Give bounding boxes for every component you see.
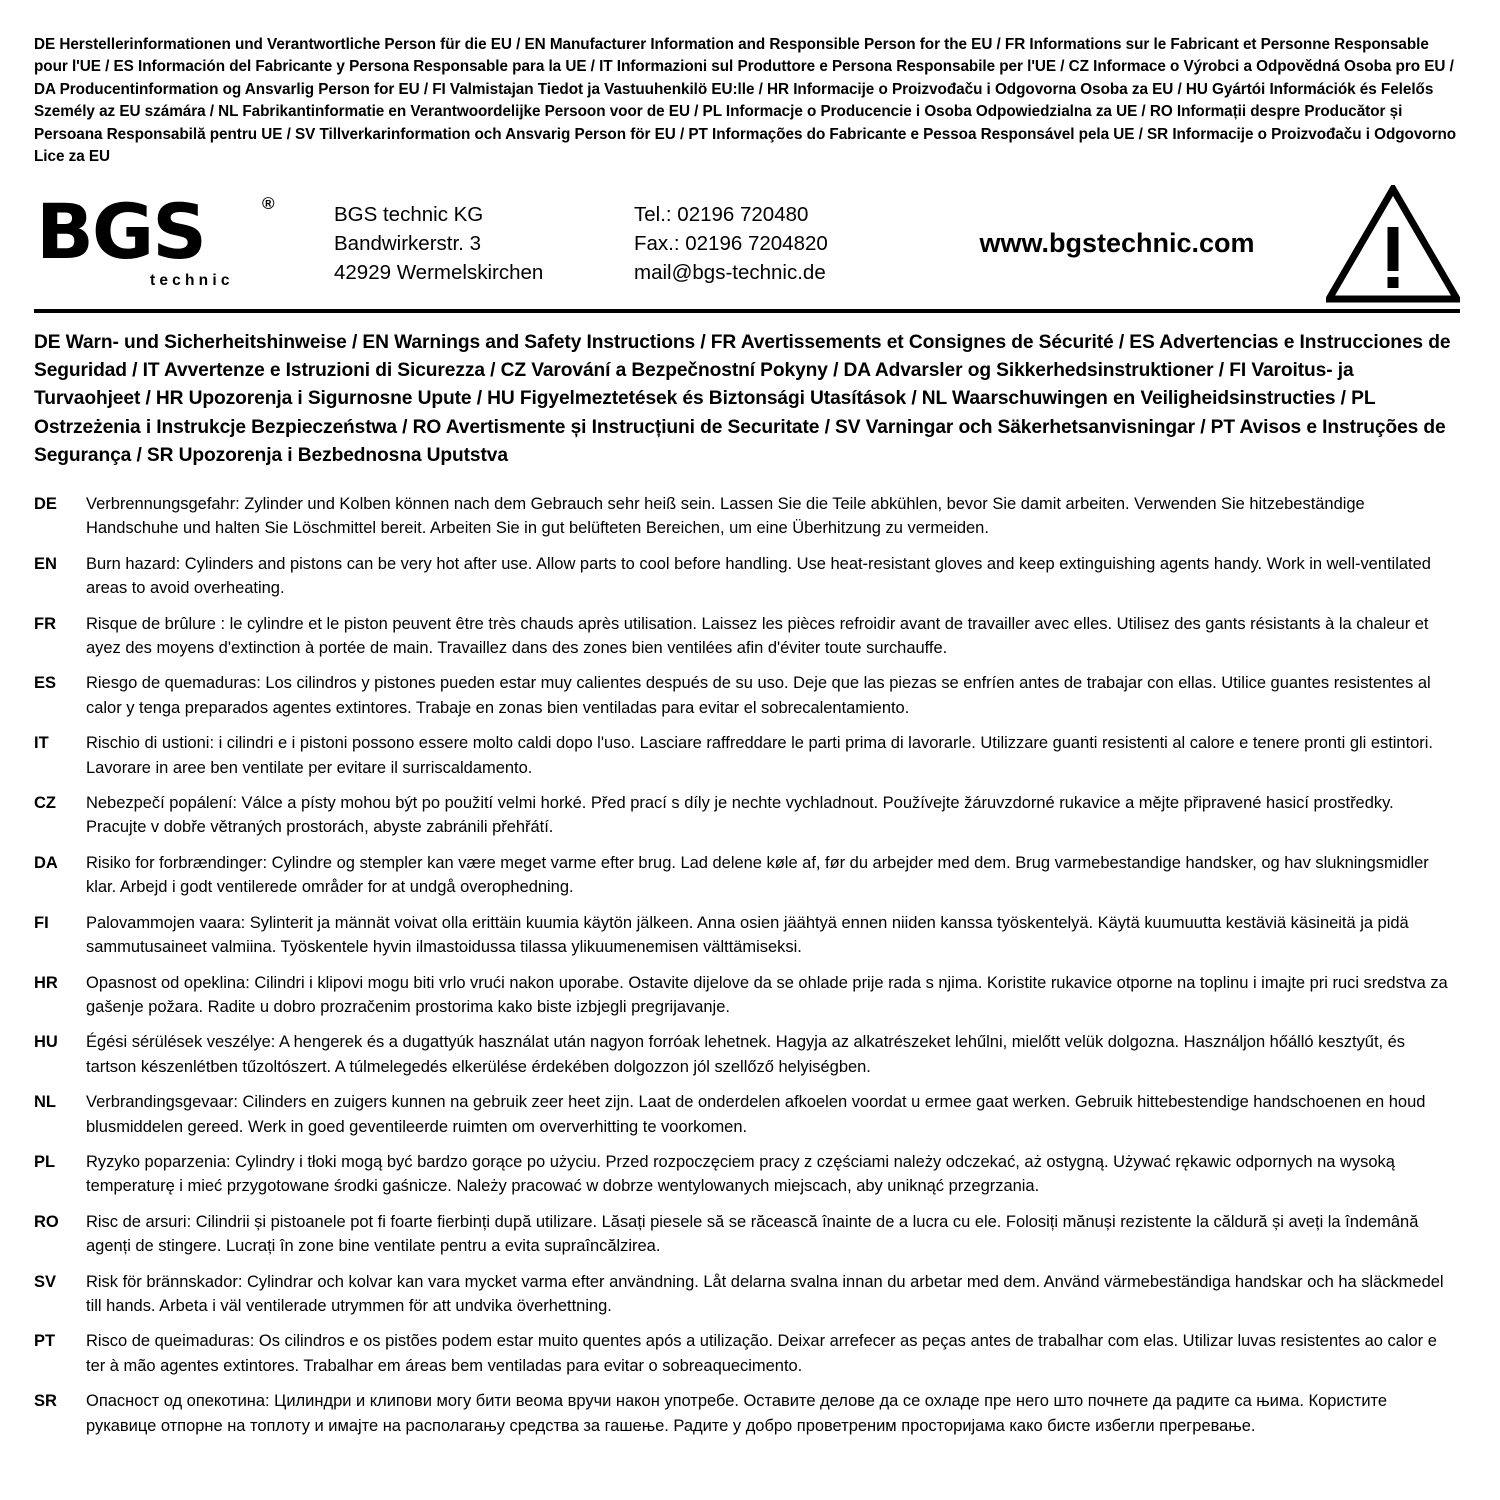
language-code: HU bbox=[34, 1033, 58, 1052]
manufacturer-info-heading: DE Herstellerinformationen und Verantwortliche Person für die EU / EN Manufacturer Information and Responsible Person for the EU / FR Informations sur le Fabricant et Personne Responsable pour l'UE / ES Información del Fabricante y Persona Responsable para la UE / IT Informazioni sul Produttore e Persona Responsabile per l'UE / CZ Informace o Výrobci a Odpovědná Osoba pro EU / DA Producentinformation og Ansvarlig Person for EU / FI Valmistajan Tiedot ja Vastuuhenkilö EU:lle / HR Informacije o Proizvođaču i Odgovorna Osoba za EU / HU Gyártói Információk és Felelős Személy az EU számára / NL Fabrikantinformatie en Verantwoordelijke Persoon voor de EU / PL Informacje o Producencie i Osoba Odpowiedzialna za UE / RO Informații despre Producător și Persoana Responsabilă pentru UE / SV Tillverkarinformation och Ansvarig Person för EU / PT Informações do Fabricante e Pessoa Responsável pela UE / SR Informacije o Proizvođaču i Odgovorno Lice za EU bbox=[34, 36, 1457, 166]
logo-subtext: technic bbox=[150, 271, 234, 289]
warning-text: Risc de arsuri: Cilindrii și pistoanele pot fi foarte fierbinți după utilizare. Lăsați piesele să se răcească înainte de a lucra cu ele. Folosiți mănuși rezistente la căldură și aveți la îndemână agenți de stingere. Lucrați în zone bine ventilate pentru a evita supraîncălzirea. bbox=[86, 1212, 1419, 1256]
warning-text: Égési sérülések veszélye: A hengerek és a dugattyúk használat után nagyon forróak lehetnek. Hagyja az alkatrészeket lehűlni, mielőtt velük dolgozna. Használjon hőálló kesztyűt, és tartson készenlétben tűzoltószert. A túlmelegedés elkerülése érdekében dolgozzon jól szellőző helyiségben. bbox=[86, 1033, 1406, 1076]
warning-text: Ryzyko poparzenia: Cylindry i tłoki mogą być bardzo gorące po użyciu. Przed rozpoczęciem pracy z częściami należy odczekać, aż ostygną. Używać rękawic odpornych na wysoką temperaturę i mieć przygotowane środki gaśnicze. Należy pracować w dobrze wentylowanych miejscach, aby uniknąć przegrzania. bbox=[86, 1152, 1395, 1196]
company-email[interactable]: mail@bgs-technic.de bbox=[634, 261, 826, 285]
list-item bbox=[34, 791, 1460, 840]
company-website[interactable]: www.bgstechnic.com bbox=[979, 228, 1255, 259]
list-item bbox=[34, 911, 1460, 960]
warning-text: Опасност од опекотина: Цилиндри и клипови могу бити веома вручи након употребе. Оставите делове да се охладе пре него што почнете да радите са њима. Користите рукавице отпорне на топлоту и имајте на располагању средства за гашење. Радите у добро проветреним просторијама како бисте избегли прегревање. bbox=[86, 1392, 1388, 1435]
list-item bbox=[34, 731, 1460, 780]
list-item bbox=[34, 1150, 1460, 1199]
company-tel: Tel.: 02196 720480 bbox=[634, 203, 809, 227]
language-code: SR bbox=[34, 1392, 57, 1411]
list-item bbox=[34, 671, 1460, 720]
list-item bbox=[34, 1090, 1460, 1139]
warnings-list bbox=[34, 492, 1460, 1438]
warning-text: Nebezpečí popálení: Válce a písty mohou být po použití velmi horké. Před prací s díly je nechte vychladnout. Používejte žáruvzdorné rukavice a mějte připravené hasicí prostředky. Pracujte v dobře větraných prostorách, abyste zabránili přehřátí. bbox=[86, 794, 1394, 837]
language-code: SV bbox=[34, 1272, 57, 1291]
logo-wordmark: BGS bbox=[36, 186, 206, 276]
company-fax: Fax.: 02196 7204820 bbox=[634, 232, 828, 256]
language-code: HR bbox=[34, 973, 58, 992]
warning-text: Riesgo de quemaduras: Los cilindros y pistones pueden estar muy calientes después de su uso. Deje que las piezas se enfríen antes de trabajar con ellas. Utilice guantes resistentes al calor y tenga preparados agentes extintores. Trabaje en zonas bien ventiladas para evitar el sobrecalentamiento. bbox=[86, 674, 1431, 717]
language-code: FR bbox=[34, 614, 56, 633]
language-code: RO bbox=[34, 1212, 59, 1231]
language-code: IT bbox=[34, 734, 49, 753]
list-item bbox=[34, 1389, 1460, 1438]
warning-text: Verbrennungsgefahr: Zylinder und Kolben können nach dem Gebrauch sehr heiß sein. Lassen Sie die Teile abkühlen, bevor Sie damit arbeiten. Verwenden Sie hitzebeständige Handschuhe und halten Sie Löschmittel bereit. Arbeiten Sie in gut belüfteten Bereichen, um eine Überhitzung zu vermeiden. bbox=[86, 495, 1365, 538]
exclamation-triangle-icon bbox=[1326, 185, 1460, 303]
list-item bbox=[34, 1210, 1460, 1259]
bgs-logo bbox=[34, 188, 302, 300]
company-city: 42929 Wermelskirchen bbox=[334, 261, 544, 285]
language-code: PT bbox=[34, 1332, 56, 1351]
list-item bbox=[34, 612, 1460, 661]
warning-text: Risiko for forbrændinger: Cylindre og stempler kan være meget varme efter brug. Lad delene køle af, før du arbejder med dem. Brug varmebestandige handsker, og hav slukningsmidler klar. Arbejd i godt ventilerede områder for at undgå overophedning. bbox=[86, 853, 1429, 897]
company-contact bbox=[634, 200, 934, 287]
language-code: DA bbox=[34, 853, 58, 872]
warning-text: Risco de queimaduras: Os cilindros e os pistões podem estar muito quentes após a utilização. Deixar arrefecer as peças antes de trabalhar com elas. Utilizar luvas resistentes ao calor e ter à mão agentes extintores. Trabalhar em áreas bem ventiladas para evitar o sobreaquecimento. bbox=[86, 1332, 1437, 1375]
warning-text: Opasnost od opeklina: Cilindri i klipovi mogu biti vrlo vrući nakon uporabe. Ostavite dijelove da se ohlade prije rada s njima. Koristite rukavice otporne na toplinu i imajte pri ruci sredstva za gašenje požara. Radite u dobro prozračenim prostorima kako biste izbjegli pregrijavanje. bbox=[86, 973, 1448, 1016]
warning-text: Palovammojen vaara: Sylinterit ja männät voivat olla erittäin kuumia käytön jälkeen. Anna osien jäähtyä ennen niiden kanssa työskentelyä. Käytä kuumuutta kestäviä käsineitä ja pidä sammutusaineet valmiina. Työskentele hyvin ilmastoidussa tilassa ylikuumenemisen välttämiseksi. bbox=[86, 913, 1409, 957]
warning-text: Rischio di ustioni: i cilindri e i pistoni possono essere molto caldi dopo l'uso. Lasciare raffreddare le parti prima di lavorarle. Utilizzare guanti resistenti al calore e tenere pronti gli estintori. Lavorare in aree ben ventilate per evitare il surriscaldamento. bbox=[86, 734, 1433, 777]
language-code: FI bbox=[34, 913, 49, 932]
language-code: ES bbox=[34, 674, 57, 693]
list-item bbox=[34, 1270, 1460, 1319]
company-street: Bandwirkerstr. 3 bbox=[334, 232, 481, 256]
registered-trademark-icon: ® bbox=[262, 193, 275, 213]
language-code: DE bbox=[34, 495, 57, 513]
manufacturer-band bbox=[34, 185, 1460, 303]
list-item bbox=[34, 492, 1460, 541]
language-code: NL bbox=[34, 1093, 56, 1112]
language-code: PL bbox=[34, 1152, 56, 1171]
list-item bbox=[34, 971, 1460, 1020]
company-name: BGS technic KG bbox=[334, 203, 484, 227]
list-item bbox=[34, 552, 1460, 601]
company-address bbox=[302, 200, 634, 287]
list-item bbox=[34, 1329, 1460, 1378]
warning-text: Burn hazard: Cylinders and pistons can be very hot after use. Allow parts to cool before handling. Use heat-resistant gloves and keep extinguishing agents handy. Work in well-ventilated areas to avoid overheating. bbox=[86, 554, 1431, 598]
warning-text: Verbrandingsgevaar: Cilinders en zuigers kunnen na gebruik zeer heet zijn. Laat de onderdelen afkoelen voordat u ermee gaat werken. Gebruik hittebestendige handschoenen en houd blusmiddelen gereed. Werk in goed geventileerde ruimten om oververhitting te voorkomen. bbox=[86, 1093, 1426, 1136]
safety-instructions-heading: DE Warn- und Sicherheitshinweise / EN Warnings and Safety Instructions / FR Avertissements et Consignes de Sécurité / ES Advertencias e Instrucciones de Seguridad / IT Avvertenze e Istruzioni di Sicurezza / CZ Varování a Bezpečnostní Pokyny / DA Advarsler og Sikkerhedsinstruktioner / FI Varoitus- ja Turvaohjeet / HR Upozorenja i Sigurnosne Upute / HU Figyelmeztetések és Biztonsági Utasítások / NL Waarschuwingen en Veiligheidsinstructies / PL Ostrzeżenia i Instrukcje Bezpieczeństwa / RO Avertismente și Instrucțiuni de Securitate / SV Varningar och Säkerhetsanvisningar / PT Avisos e Instruções de Segurança / SR Upozorenja i Bezbednosna Uputstva bbox=[34, 331, 1451, 466]
list-item bbox=[34, 1030, 1460, 1079]
warning-symbol bbox=[1310, 185, 1460, 303]
warning-text: Risque de brûlure : le cylindre et le piston peuvent être très chauds après utilisation. Laissez les pièces refroidir avant de travailler avec elles. Utilisez des gants résistants à la chaleur et ayez des moyens d'extinction à portée de main. Travaillez dans des zones bien ventilées afin d'éviter toute surchauffe. bbox=[86, 614, 1429, 658]
horizontal-divider bbox=[34, 309, 1460, 313]
language-code: EN bbox=[34, 554, 57, 573]
list-item bbox=[34, 851, 1460, 900]
language-code: CZ bbox=[34, 794, 56, 813]
warning-text: Risk för brännskador: Cylindrar och kolvar kan vara mycket varma efter användning. Låt delarna svalna innan du arbetar med dem. Använd värmebeständiga handskar och ha släckmedel till hands. Arbeta i väl ventilerade utrymmen för att undvika överhettning. bbox=[86, 1272, 1444, 1315]
